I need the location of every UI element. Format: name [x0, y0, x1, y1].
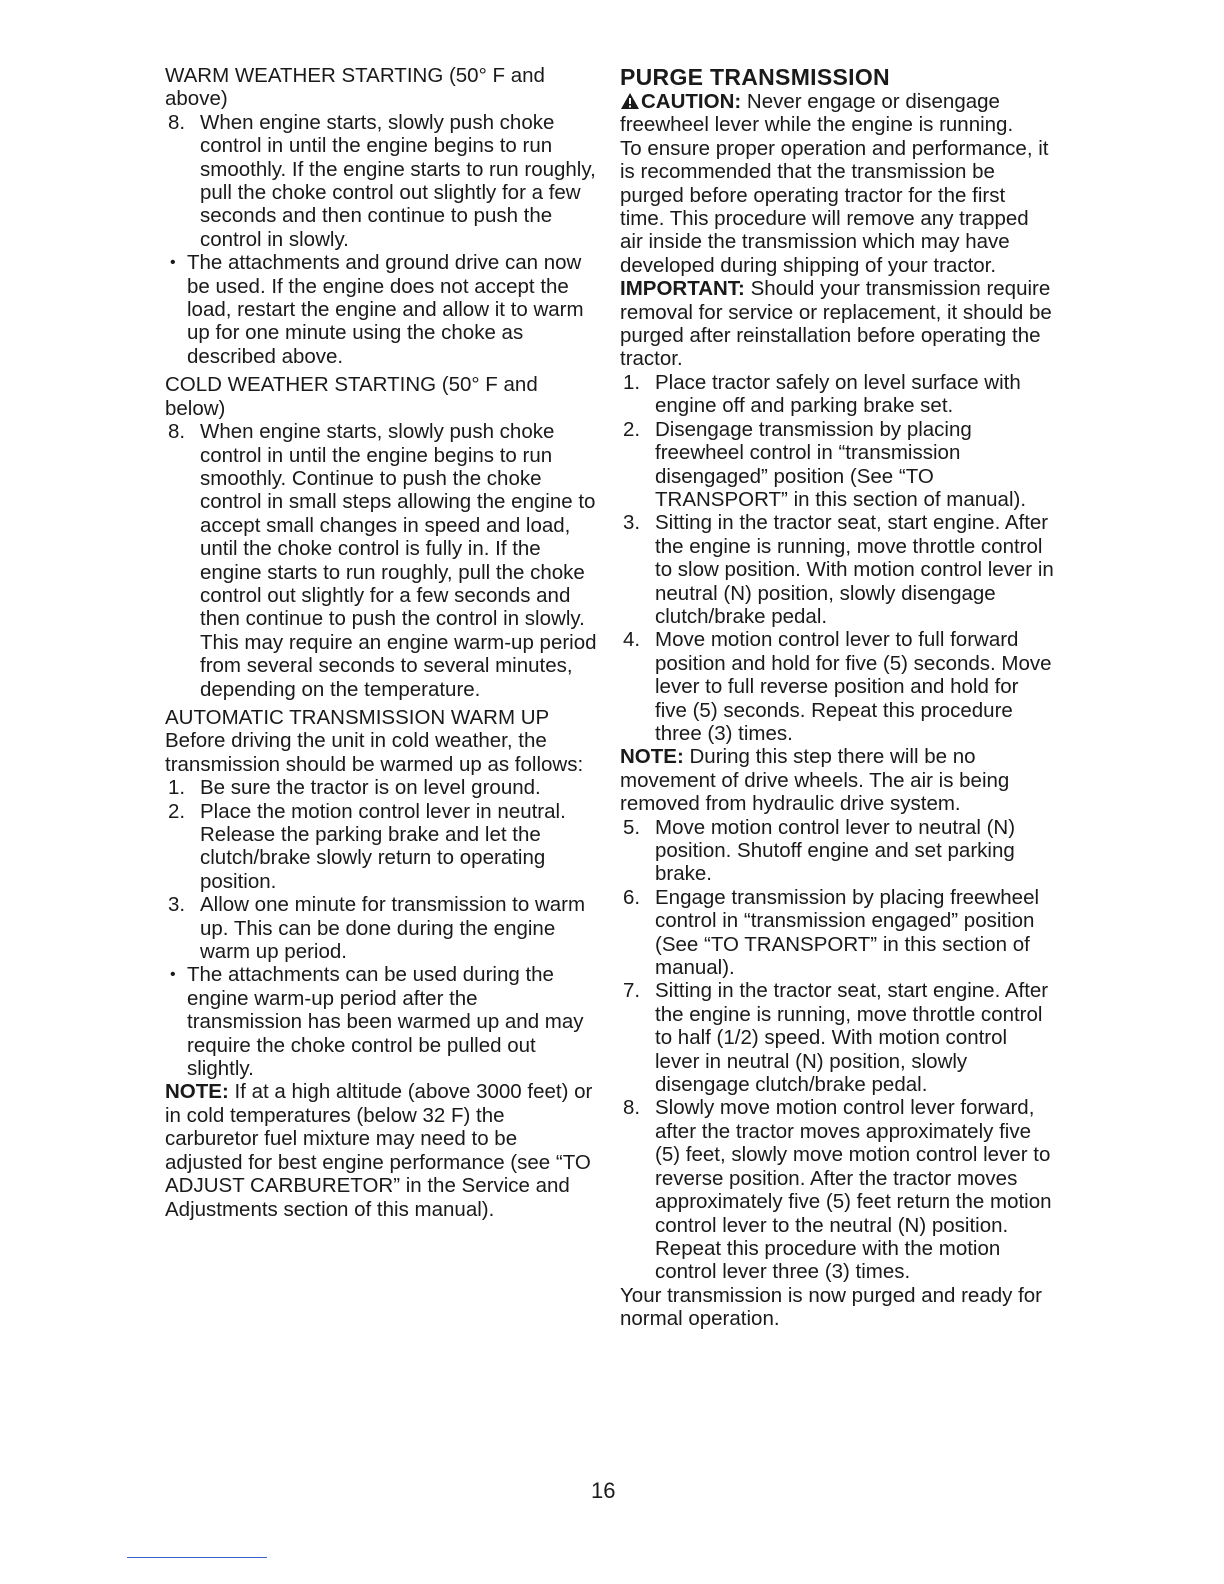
- auto-intro: Before driving the unit in cold weather, the transmission should be warmed up as follows:: [165, 729, 584, 776]
- cold-weather-heading: COLD WEATHER STARTING (50° F and below): [165, 373, 538, 420]
- left-column: [165, 64, 597, 1221]
- step-text: Sitting in the tractor seat, start engine. After the engine is running, move throttle control to half (1/2) speed. With motion control lever in neutral (N) position, slowly disengage clutch/brake pedal.: [655, 979, 1049, 1097]
- purge-step-7: [620, 979, 1055, 1096]
- purge-step-5: [620, 816, 1055, 886]
- step-text: Allow one minute for transmission to warm up. This can be done during the engine warm up period.: [200, 893, 586, 964]
- bullet-icon: •: [170, 254, 176, 272]
- bullet-text: The attachments can be used during the engine warm-up period after the transmission has been warmed up and may require the choke control be pulled out slightly.: [187, 963, 584, 1081]
- warm-bullet: [165, 251, 597, 368]
- caution-text: Never engage or disengage freewheel lever while the engine is running.: [620, 90, 1014, 137]
- auto-step-3: [165, 893, 597, 963]
- right-column: [620, 64, 1055, 1331]
- step-text: Be sure the tractor is on level ground.: [200, 776, 541, 800]
- caution-notice: [620, 90, 1055, 137]
- closing-text: Your transmission is now purged and ready for normal operation.: [620, 1283, 1043, 1331]
- step-text: Place the motion control lever in neutral. Release the parking brake and let the clutch/brake slowly return to operating position.: [200, 799, 566, 893]
- right-note: [620, 745, 1055, 815]
- step-text: Disengage transmission by placing freewheel control in “transmission disengaged” position (See “TO TRANSPORT” in this section of manual).: [655, 417, 1027, 511]
- step-text: Sitting in the tractor seat, start engine. After the engine is running, move throttle control to slow position. With motion control lever in neutral (N) position, slowly disengage clutch/brake pedal.: [655, 511, 1054, 628]
- step-number: 2.: [623, 417, 641, 441]
- purge-step-1: [620, 371, 1055, 418]
- purge-step-3: [620, 511, 1055, 628]
- auto-step-1: [165, 776, 597, 799]
- step-number: 3.: [623, 511, 641, 535]
- bullet-text: The attachments and ground drive can now be used. If the engine does not accept the load, restart the engine and allow it to warm up for one minute using the choke as described above.: [187, 251, 584, 368]
- footer-link-underline: [127, 1557, 267, 1558]
- step-text: When engine starts, slowly push choke control in until the engine begins to run smoothly. If the engine starts to run roughly, pull the choke control out slightly for a few seconds and then continue to push the control in slowly.: [200, 110, 596, 251]
- purge-step-6: [620, 886, 1055, 980]
- cold-step-8: [165, 420, 597, 701]
- step-number: 6.: [623, 885, 641, 909]
- step-number: 3.: [168, 893, 186, 917]
- step-number: 7.: [623, 979, 641, 1003]
- step-text: When engine starts, slowly push choke control in until the engine begins to run smoothly. Continue to push the choke control in small steps allowing the engine to accept small changes in speed and load, until the choke control is fully in. If the engine starts to run roughly, pull the choke control out slightly for a few seconds and then continue to push the control in slowly. This may require an engine warm-up period from several seconds to several minutes, depending on the temperature.: [200, 420, 597, 701]
- page-number: 16: [591, 1478, 616, 1503]
- important-text: Should your transmission require removal for service or replacement, it should be purged after reinstallation before operating the tractor.: [620, 277, 1052, 371]
- step-text: Move motion control lever to neutral (N) position. Shutoff engine and set parking brake.: [655, 815, 1016, 886]
- important-notice: [620, 277, 1055, 371]
- step-number: 1.: [168, 776, 186, 800]
- auto-step-2: [165, 800, 597, 894]
- purge-transmission-title: PURGE TRANSMISSION: [620, 64, 890, 90]
- warm-step-8: [165, 111, 597, 251]
- step-number: 4.: [623, 628, 641, 652]
- bullet-icon: •: [170, 966, 176, 984]
- step-number: 2.: [168, 799, 186, 823]
- step-number: 8.: [168, 110, 186, 134]
- purge-intro: To ensure proper operation and performance, it is recommended that the transmission be purged before operating tractor for the first time. This procedure will remove any trapped air inside the transmission which may have developed during shipping of your tractor.: [620, 136, 1049, 277]
- step-text: Engage transmission by placing freewheel control in “transmission engaged” position (See “TO TRANSPORT” in this section of manual).: [655, 885, 1040, 980]
- important-label: IMPORTANT:: [620, 277, 745, 301]
- caution-label: CAUTION:: [641, 90, 742, 113]
- step-number: 8.: [623, 1096, 641, 1120]
- caution-triangle-icon: [620, 92, 640, 110]
- purge-step-2: [620, 418, 1055, 512]
- step-number: 8.: [168, 420, 186, 444]
- auto-transmission-heading: AUTOMATIC TRANSMISSION WARM UP: [165, 705, 550, 729]
- step-text: Slowly move motion control lever forward, after the tractor moves approximately five (5) feet, slowly move motion control lever to reverse position. After the tractor moves approximately five (5) feet return the motion control lever to the neutral (N) position. Repeat this procedure with the motion control lever three (3) times.: [655, 1096, 1052, 1284]
- step-number: 5.: [623, 815, 641, 839]
- step-number: 1.: [623, 370, 641, 394]
- note-label: NOTE:: [620, 745, 684, 769]
- purge-step-8: [620, 1096, 1055, 1283]
- left-note: [165, 1080, 597, 1220]
- purge-step-4: [620, 628, 1055, 745]
- note-label: NOTE:: [165, 1080, 229, 1104]
- auto-bullet: [165, 963, 597, 1080]
- step-text: Move motion control lever to full forward position and hold for five (5) seconds. Move lever to full reverse position and hold for five (5) seconds. Repeat this procedure three (3) times.: [655, 628, 1052, 745]
- note-text: If at a high altitude (above 3000 feet) or in cold temperatures (below 32 F) the carburetor fuel mixture may need to be adjusted for best engine performance (see “TO ADJUST CARBURETOR” in the Service and Adjustments section of this manual).: [165, 1080, 593, 1221]
- step-text: Place tractor safely on level surface with engine off and parking brake set.: [655, 370, 1021, 418]
- warm-weather-heading: WARM WEATHER STARTING (50° F and above): [165, 64, 545, 111]
- note-text: During this step there will be no movement of drive wheels. The air is being removed from hydraulic drive system.: [620, 745, 1010, 816]
